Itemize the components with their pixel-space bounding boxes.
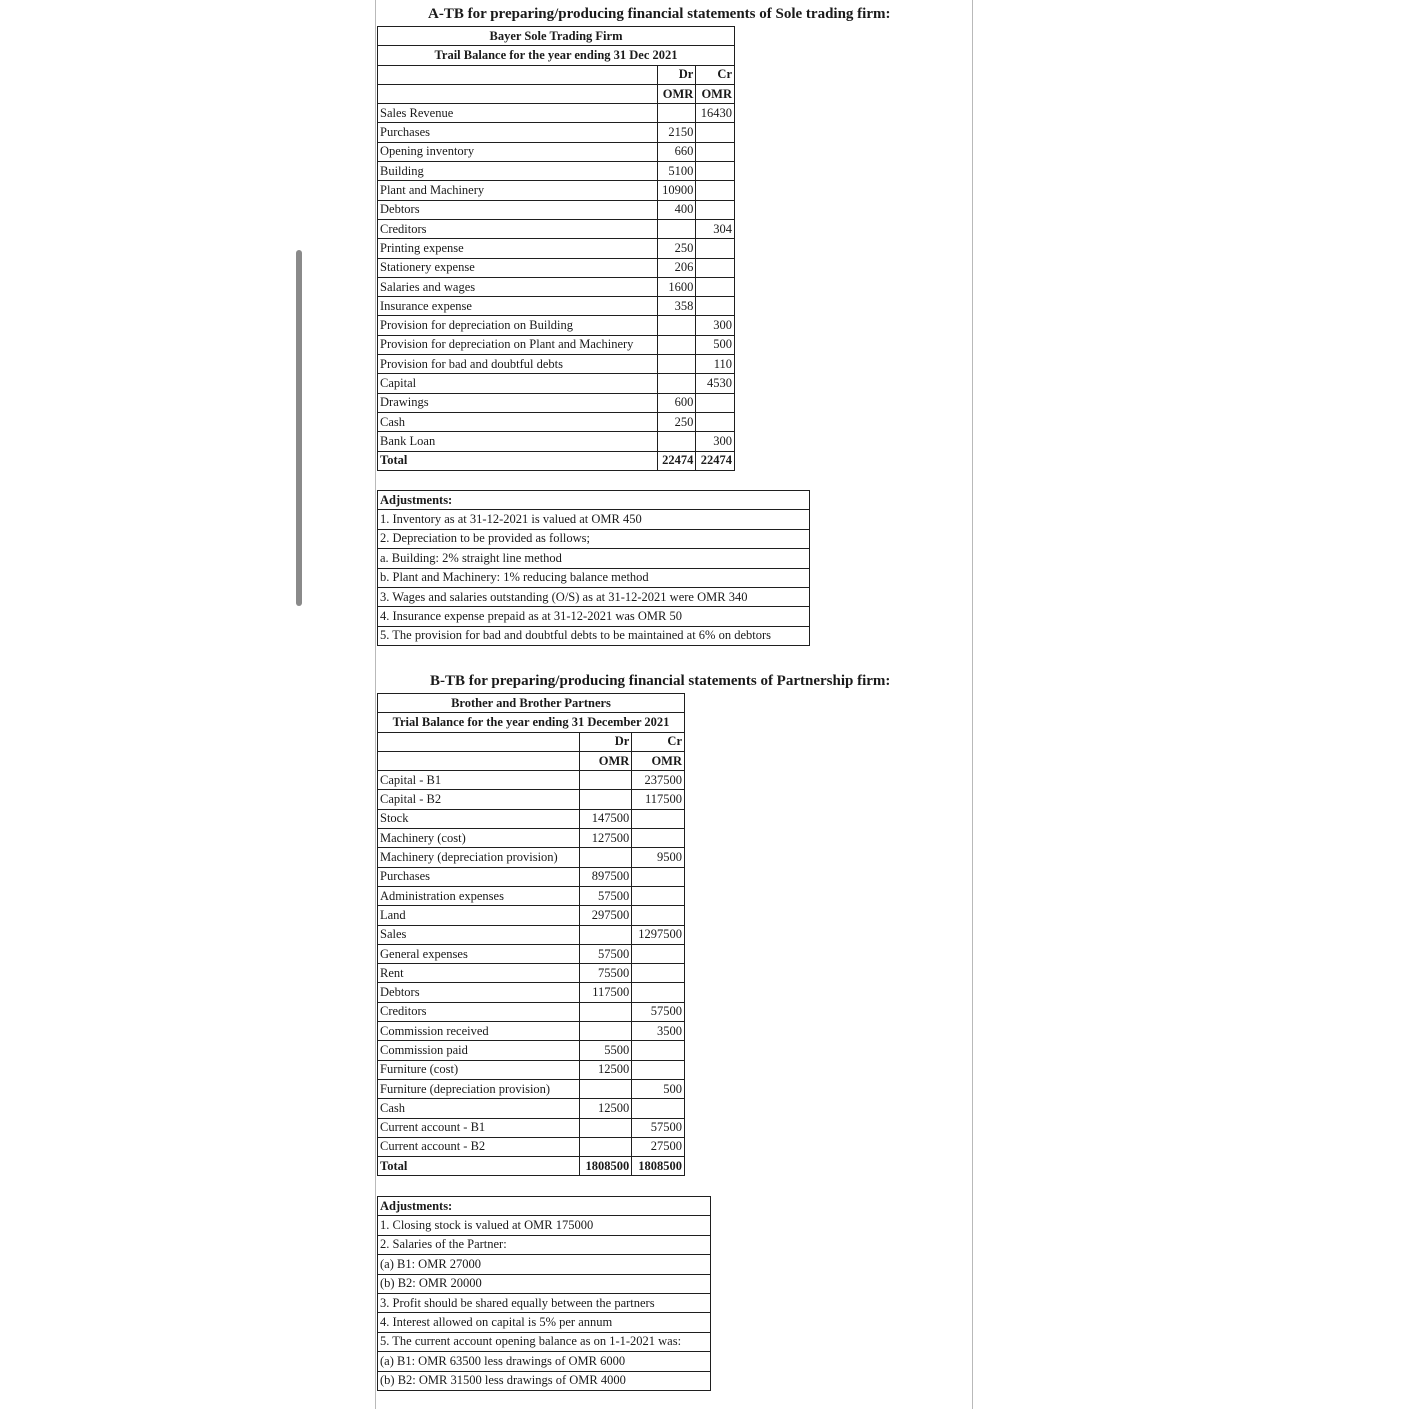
adjustments-title: Adjustments: [378, 1197, 711, 1216]
list-item [378, 587, 810, 606]
total-cr: 22474 [696, 451, 735, 470]
dr-amount: 5500 [579, 1041, 632, 1060]
unit-blank [378, 751, 580, 770]
adjustment-text: (b) B2: OMR 20000 [378, 1274, 711, 1293]
adjustment-text: 4. Insurance expense prepaid as at 31-12-2021 was OMR 50 [378, 607, 810, 626]
dr-amount [657, 316, 696, 335]
table-row [378, 886, 685, 905]
header-blank [378, 65, 658, 84]
adjustment-text: 1. Closing stock is valued at OMR 175000 [378, 1216, 711, 1235]
account-label: Provision for depreciation on Building [378, 316, 658, 335]
cr-amount: 57500 [632, 1002, 685, 1021]
cr-amount: 4530 [696, 374, 735, 393]
table-row [378, 1041, 685, 1060]
table-row [378, 200, 735, 219]
account-label: Purchases [378, 867, 580, 886]
account-label: Capital - B2 [378, 790, 580, 809]
account-label: Debtors [378, 983, 580, 1002]
list-item [378, 549, 810, 568]
adjustment-text: 2. Salaries of the Partner: [378, 1235, 711, 1254]
adjustment-text: (b) B2: OMR 31500 less drawings of OMR 4000 [378, 1371, 711, 1390]
table-row [378, 1079, 685, 1098]
table-row [378, 809, 685, 828]
cr-amount [696, 181, 735, 200]
account-label: Provision for depreciation on Plant and Machinery [378, 335, 658, 354]
cr-amount: 500 [632, 1079, 685, 1098]
account-label: Sales Revenue [378, 104, 658, 123]
account-label: Furniture (cost) [378, 1060, 580, 1079]
cr-amount [632, 829, 685, 848]
dr-header: Dr [579, 732, 632, 751]
cr-amount: 500 [696, 335, 735, 354]
cr-amount [696, 123, 735, 142]
table-row [378, 906, 685, 925]
firm-name: Brother and Brother Partners [378, 694, 685, 713]
tb-subtitle: Trail Balance for the year ending 31 Dec 2021 [378, 46, 735, 65]
table-row [378, 393, 735, 412]
adjustment-text: 3. Wages and salaries outstanding (O/S) as at 31-12-2021 were OMR 340 [378, 587, 810, 606]
trial-balance-b-total [378, 1157, 685, 1176]
dr-amount: 57500 [579, 886, 632, 905]
list-item [378, 510, 810, 529]
table-row [378, 162, 735, 181]
adjustment-text: 4. Interest allowed on capital is 5% per annum [378, 1313, 711, 1332]
cr-unit: OMR [696, 84, 735, 103]
adjustment-text: b. Plant and Machinery: 1% reducing balance method [378, 568, 810, 587]
cr-amount [632, 983, 685, 1002]
trial-balance-a-total [378, 451, 735, 470]
dr-amount [579, 1079, 632, 1098]
list-item [378, 1332, 711, 1351]
cr-amount [696, 258, 735, 277]
cr-amount [632, 964, 685, 983]
dr-amount [579, 790, 632, 809]
cr-amount [696, 412, 735, 431]
table-row [378, 297, 735, 316]
tb-subtitle: Trial Balance for the year ending 31 December 2021 [378, 713, 685, 732]
dr-amount [579, 771, 632, 790]
table-row [378, 355, 735, 374]
adjustments-a-body [378, 491, 810, 510]
dr-amount: 147500 [579, 809, 632, 828]
list-item [378, 1293, 711, 1312]
table-row [378, 104, 735, 123]
scrollbar-thumb[interactable] [296, 250, 302, 606]
account-label: Machinery (cost) [378, 829, 580, 848]
dr-amount [657, 104, 696, 123]
table-row [378, 219, 735, 238]
dr-amount: 250 [657, 412, 696, 431]
cr-amount: 237500 [632, 771, 685, 790]
table-row [378, 771, 685, 790]
cr-amount [632, 944, 685, 963]
list-item [378, 626, 810, 645]
cr-amount [632, 1099, 685, 1118]
table-row [378, 1099, 685, 1118]
dr-amount: 358 [657, 297, 696, 316]
list-item [378, 529, 810, 548]
table-row [378, 258, 735, 277]
cr-unit: OMR [632, 751, 685, 770]
adjustment-text: a. Building: 2% straight line method [378, 549, 810, 568]
account-label: Purchases [378, 123, 658, 142]
dr-amount [579, 1118, 632, 1137]
dr-amount: 297500 [579, 906, 632, 925]
account-label: Current account - B2 [378, 1137, 580, 1156]
table-row [378, 181, 735, 200]
dr-amount: 75500 [579, 964, 632, 983]
adjustment-text: 3. Profit should be shared equally between the partners [378, 1293, 711, 1312]
cr-amount [696, 142, 735, 161]
cr-header: Cr [632, 732, 685, 751]
cr-amount [696, 239, 735, 258]
cr-amount [696, 393, 735, 412]
dr-amount: 897500 [579, 867, 632, 886]
cr-amount: 57500 [632, 1118, 685, 1137]
page-right-border [972, 0, 973, 1409]
list-item [378, 568, 810, 587]
dr-amount: 57500 [579, 944, 632, 963]
dr-amount: 1600 [657, 277, 696, 296]
table-row [378, 848, 685, 867]
table-row [378, 123, 735, 142]
adjustment-text: (a) B1: OMR 27000 [378, 1255, 711, 1274]
account-label: Cash [378, 412, 658, 431]
dr-amount [579, 925, 632, 944]
list-item [378, 607, 810, 626]
table-row [378, 239, 735, 258]
cr-amount: 110 [696, 355, 735, 374]
dr-unit: OMR [579, 751, 632, 770]
table-row [378, 142, 735, 161]
list-item [378, 1216, 711, 1235]
total-cr: 1808500 [632, 1157, 685, 1176]
table-row [378, 316, 735, 335]
dr-amount [657, 355, 696, 374]
account-label: Creditors [378, 1002, 580, 1021]
table-row [378, 829, 685, 848]
table-row [378, 1118, 685, 1137]
dr-amount: 250 [657, 239, 696, 258]
cr-amount: 3500 [632, 1022, 685, 1041]
account-label: Administration expenses [378, 886, 580, 905]
cr-amount [696, 297, 735, 316]
header-blank [378, 732, 580, 751]
table-row [378, 790, 685, 809]
firm-name: Bayer Sole Trading Firm [378, 27, 735, 46]
dr-amount [579, 1137, 632, 1156]
dr-amount [657, 219, 696, 238]
cr-amount [632, 1060, 685, 1079]
account-label: Opening inventory [378, 142, 658, 161]
cr-amount: 27500 [632, 1137, 685, 1156]
cr-amount [632, 867, 685, 886]
cr-amount: 1297500 [632, 925, 685, 944]
list-item [378, 1274, 711, 1293]
account-label: Provision for bad and doubtful debts [378, 355, 658, 374]
dr-amount: 400 [657, 200, 696, 219]
table-row [378, 335, 735, 354]
adjustment-text: 5. The provision for bad and doubtful debts to be maintained at 6% on debtors [378, 626, 810, 645]
table-row [378, 432, 735, 451]
adjustments-title: Adjustments: [378, 491, 810, 510]
account-label: Drawings [378, 393, 658, 412]
adjustment-text: 5. The current account opening balance as on 1-1-2021 was: [378, 1332, 711, 1351]
dr-amount [657, 432, 696, 451]
cr-amount: 304 [696, 219, 735, 238]
account-label: Capital [378, 374, 658, 393]
cr-amount: 16430 [696, 104, 735, 123]
adjustments-b-body [378, 1197, 711, 1216]
dr-amount: 2150 [657, 123, 696, 142]
list-item [378, 1371, 711, 1390]
trial-balance-b-rows [378, 771, 685, 1157]
adjustment-text: 1. Inventory as at 31-12-2021 is valued at OMR 450 [378, 510, 810, 529]
adjustments-b [377, 1196, 711, 1391]
account-label: Creditors [378, 219, 658, 238]
cr-amount [632, 906, 685, 925]
account-label: Sales [378, 925, 580, 944]
account-label: General expenses [378, 944, 580, 963]
dr-amount [657, 335, 696, 354]
account-label: Capital - B1 [378, 771, 580, 790]
account-label: Cash [378, 1099, 580, 1118]
dr-amount: 206 [657, 258, 696, 277]
table-row [378, 412, 735, 431]
trial-balance-a-body [378, 27, 735, 104]
total-label: Total [378, 451, 658, 470]
table-row [378, 983, 685, 1002]
account-label: Stationery expense [378, 258, 658, 277]
account-label: Furniture (depreciation provision) [378, 1079, 580, 1098]
account-label: Rent [378, 964, 580, 983]
trial-balance-b-body [378, 694, 685, 771]
dr-amount: 12500 [579, 1099, 632, 1118]
total-label: Total [378, 1157, 580, 1176]
table-row [378, 867, 685, 886]
dr-amount: 10900 [657, 181, 696, 200]
account-label: Bank Loan [378, 432, 658, 451]
list-item [378, 1313, 711, 1332]
trial-balance-b [377, 693, 685, 1176]
account-label: Plant and Machinery [378, 181, 658, 200]
account-label: Salaries and wages [378, 277, 658, 296]
cr-header: Cr [696, 65, 735, 84]
dr-amount: 117500 [579, 983, 632, 1002]
account-label: Current account - B1 [378, 1118, 580, 1137]
table-row [378, 964, 685, 983]
table-row [378, 1002, 685, 1021]
account-label: Stock [378, 809, 580, 828]
table-row [378, 1022, 685, 1041]
cr-amount [632, 1041, 685, 1060]
account-label: Machinery (depreciation provision) [378, 848, 580, 867]
cr-amount: 117500 [632, 790, 685, 809]
account-label: Debtors [378, 200, 658, 219]
table-row [378, 944, 685, 963]
cr-amount: 9500 [632, 848, 685, 867]
total-dr: 1808500 [579, 1157, 632, 1176]
trial-balance-a-rows [378, 104, 735, 451]
table-row [378, 1137, 685, 1156]
unit-blank [378, 84, 658, 103]
dr-amount: 660 [657, 142, 696, 161]
dr-amount [579, 848, 632, 867]
account-label: Insurance expense [378, 297, 658, 316]
cr-amount [696, 200, 735, 219]
table-row [378, 277, 735, 296]
dr-amount [579, 1002, 632, 1021]
cr-amount [696, 277, 735, 296]
list-item [378, 1235, 711, 1254]
section-a-title: A-TB for preparing/producing financial statements of Sole trading firm: [428, 6, 891, 22]
account-label: Commission received [378, 1022, 580, 1041]
trial-balance-a [377, 26, 735, 471]
dr-amount [579, 1022, 632, 1041]
account-label: Building [378, 162, 658, 181]
adjustments-a-items [378, 510, 810, 646]
adjustments-b-items [378, 1216, 711, 1391]
cr-amount: 300 [696, 432, 735, 451]
dr-unit: OMR [657, 84, 696, 103]
dr-amount: 127500 [579, 829, 632, 848]
account-label: Land [378, 906, 580, 925]
dr-header: Dr [657, 65, 696, 84]
table-row [378, 1060, 685, 1079]
cr-amount [632, 886, 685, 905]
total-dr: 22474 [657, 451, 696, 470]
account-label: Printing expense [378, 239, 658, 258]
table-row [378, 925, 685, 944]
cr-amount: 300 [696, 316, 735, 335]
table-row [378, 374, 735, 393]
list-item [378, 1255, 711, 1274]
list-item [378, 1352, 711, 1371]
adjustment-text: 2. Depreciation to be provided as follows; [378, 529, 810, 548]
cr-amount [632, 809, 685, 828]
cr-amount [696, 162, 735, 181]
dr-amount: 12500 [579, 1060, 632, 1079]
adjustments-a [377, 490, 810, 646]
adjustment-text: (a) B1: OMR 63500 less drawings of OMR 6000 [378, 1352, 711, 1371]
section-b-title: B-TB for preparing/producing financial statements of Partnership firm: [430, 673, 891, 689]
dr-amount [657, 374, 696, 393]
dr-amount: 5100 [657, 162, 696, 181]
page-left-border [375, 0, 376, 1409]
dr-amount: 600 [657, 393, 696, 412]
account-label: Commission paid [378, 1041, 580, 1060]
